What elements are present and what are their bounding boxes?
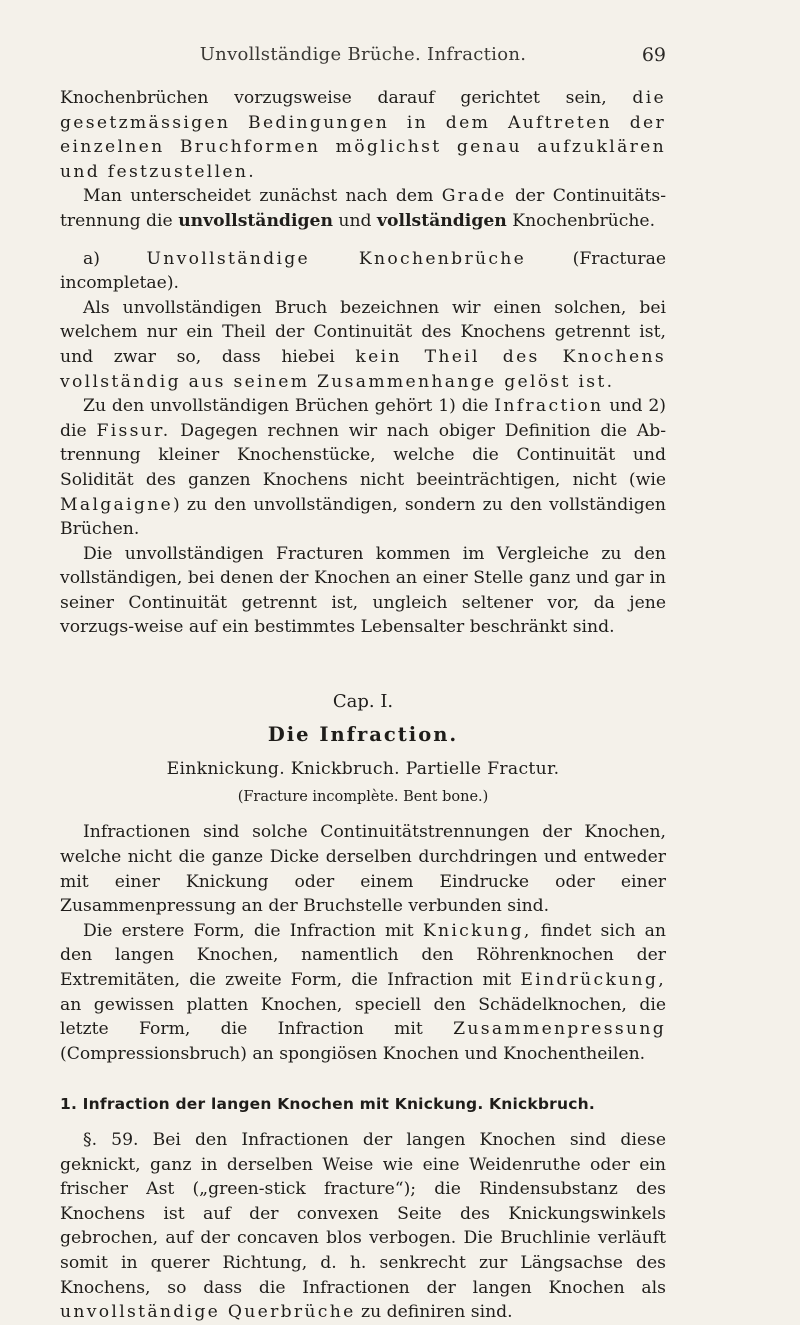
chapter-title: Die Infraction. xyxy=(267,722,459,746)
running-head xyxy=(60,44,666,68)
paragraph-classification: Zu den unvollständigen Brüchen gehört 1) die Infraction und 2) die Fissur. Dagegen rechnen wir nach obiger Definition die Ab-trennung kleiner Knochenstücke, welche die Continuität und Solidität des ganzen Knochens nicht beeinträchtigen, nicht (wie Malgaigne) zu den unvollständigen, sondern zu den vollständigen Brüchen. xyxy=(60,396,666,540)
chapter-synonyms: Einknickung. Knickbruch. Partielle Fractur. xyxy=(166,759,560,780)
chapter-synonyms-english: (Fracture incomplète. Bent bone.) xyxy=(237,788,489,805)
page-number: 69 xyxy=(641,44,666,66)
section-heading-a: a) Unvollständige Knochenbrüche (Fracturae incompletae). xyxy=(60,248,666,294)
paragraph-infraction-definition: Infractionen sind solche Continuitätstrennungen der Knochen, welche nicht die ganze Dicke derselben durchdringen und entweder mit einer Knickung oder einem Eindrucke oder einer Zusammenpressung an der Bruchstelle verbunden sind. xyxy=(60,822,666,917)
subsection-heading: 1. Infraction der langen Knochen mit Knickung. Knickbruch. xyxy=(60,1095,595,1114)
paragraph-forms: Die erstere Form, die Infraction mit Knickung, findet sich an den langen Knochen, namentlich den Röhrenknochen der Extremitäten, die zweite Form, die Infraction mit Eindrückung, an gewissen platten Knochen, speciell den Schädelknochen, die letzte Form, die Infraction mit Zusammenpressung (Compressionsbruch) an spongiösen Knochen und Knochentheilen. xyxy=(60,920,667,1064)
paragraph-continued: Knochenbrüchen vorzugsweise darauf gerichtet sein, die gesetzmässigen Bedingungen in dem Auftreten der einzelnen Bruchformen möglichst genau aufzuklären und festzustellen. xyxy=(60,88,666,182)
paragraph-frequency: Die unvollständigen Fracturen kommen im Vergleiche zu den vollständigen, bei denen der Knochen an einer Stelle ganz und gar in seiner Continuität getrennt ist, ungleich seltener vor, da jene vorzugs-weise auf ein bestimmtes Lebensalter beschränkt sind. xyxy=(60,543,666,638)
paragraph-definition: Als unvollständigen Bruch bezeichnen wir einen solchen, bei welchem nur ein Theil der Continuität des Knochens getrennt ist, und zwar so, dass hiebei kein Theil des Knochens vollständig aus seinem Zusammenhange gelöst ist. xyxy=(60,297,666,392)
paragraph-grades: Man unterscheidet zunächst nach dem Grade der Continuitäts-trennung die unvollständigen und vollständigen Knochenbrüche. xyxy=(60,186,666,231)
paragraph-section-59: §. 59. Bei den Infractionen der langen Knochen sind diese geknickt, ganz in derselben Weise wie eine Weidenruthe oder ein frischer Ast („green-stick fracture“); die Rindensubstanz des Knochens ist auf der convexen Seite des Knickungswinkels gebrochen, auf der concaven blos verbogen. Die Bruchlinie verläuft somit in querer Richtung, d. h. senkrecht zur Längsachse des Knochens, so dass die Infractionen der langen Knochen als unvollständige Querbrüche zu definiren sind. xyxy=(60,1129,666,1323)
chapter-label: Cap. I. xyxy=(332,691,394,713)
running-title: Unvollständige Brüche. Infraction. xyxy=(199,44,527,65)
page-body xyxy=(60,86,666,1325)
